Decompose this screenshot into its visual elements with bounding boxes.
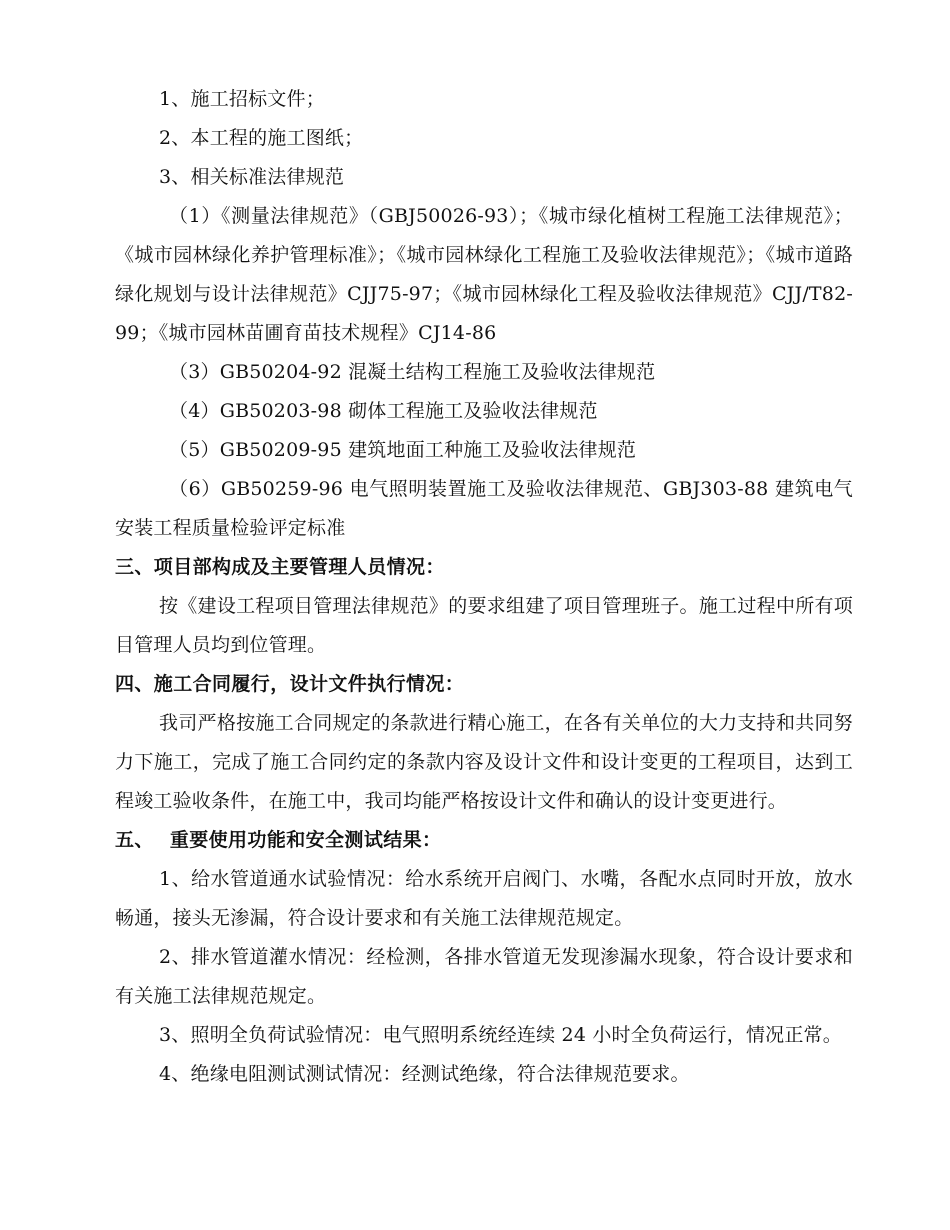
section-5-item-3: 3、照明全负荷试验情况：电气照明系统经连续 24 小时全负荷运行，情况正常。 — [159, 1024, 842, 1046]
section-3-heading: 三、项目部构成及主要管理人员情况： — [115, 556, 445, 578]
standard-item-1: （1）《测量法律规范》（GBJ50026-93）；《城市绿化植树工程施工法律规范》；《城市园林绿化养护管理标准》；《城市园林绿化工程施工及验收法律规范》；《城市道路绿化规划与设计法律规范》CJJ75-97；《城市园林绿化工程及验收法律规范》CJJ/T82-99；《城市园林苗圃育苗技术规程》CJ14-86 — [115, 205, 853, 344]
section-3-body: 按《建设工程项目管理法律规范》的要求组建了项目管理班子。施工过程中所有项目管理人员均到位管理。 — [115, 595, 853, 656]
standard-item-5: （5）GB50209-95 建筑地面工种施工及验收法律规范 — [169, 439, 637, 461]
section-5-item-4: 4、绝缘电阻测试测试情况：经测试绝缘，符合法律规范要求。 — [159, 1063, 690, 1085]
standard-item-6: （6）GB50259-96 电气照明装置施工及验收法律规范、GBJ303-88 建筑电气安装工程质量检验评定标准 — [115, 478, 853, 539]
basis-item-1: 1、施工招标文件； — [159, 88, 325, 110]
section-5-heading — [115, 821, 853, 860]
section-4-heading: 四、施工合同履行，设计文件执行情况： — [115, 673, 465, 695]
document-body — [115, 80, 853, 1094]
section-4-body: 我司严格按施工合同规定的条款进行精心施工，在各有关单位的大力支持和共同努力下施工，完成了施工合同约定的条款内容及设计文件和设计变更的工程项目，达到工程竣工验收条件，在施工中，我司均能严格按设计文件和确认的设计变更进行。 — [115, 712, 853, 812]
standard-item-4: （4）GB50203-98 砌体工程施工及验收法律规范 — [169, 400, 598, 422]
section-5-item-1: 1、给水管道通水试验情况：给水系统开启阀门、水嘴，各配水点同时开放，放水畅通，接头无渗漏，符合设计要求和有关施工法律规范规定。 — [115, 868, 853, 929]
standard-item-3: （3）GB50204-92 混凝土结构工程施工及验收法律规范 — [169, 361, 656, 383]
section-5-heading-text: 重要使用功能和安全测试结果： — [169, 829, 442, 851]
basis-item-2: 2、本工程的施工图纸； — [159, 127, 364, 149]
section-5-heading-number: 五、 — [115, 829, 154, 851]
section-5-item-2: 2、排水管道灌水情况：经检测，各排水管道无发现渗漏水现象，符合设计要求和有关施工法律规范规定。 — [115, 946, 853, 1007]
basis-item-3: 3、相关标准法律规范 — [159, 166, 345, 188]
